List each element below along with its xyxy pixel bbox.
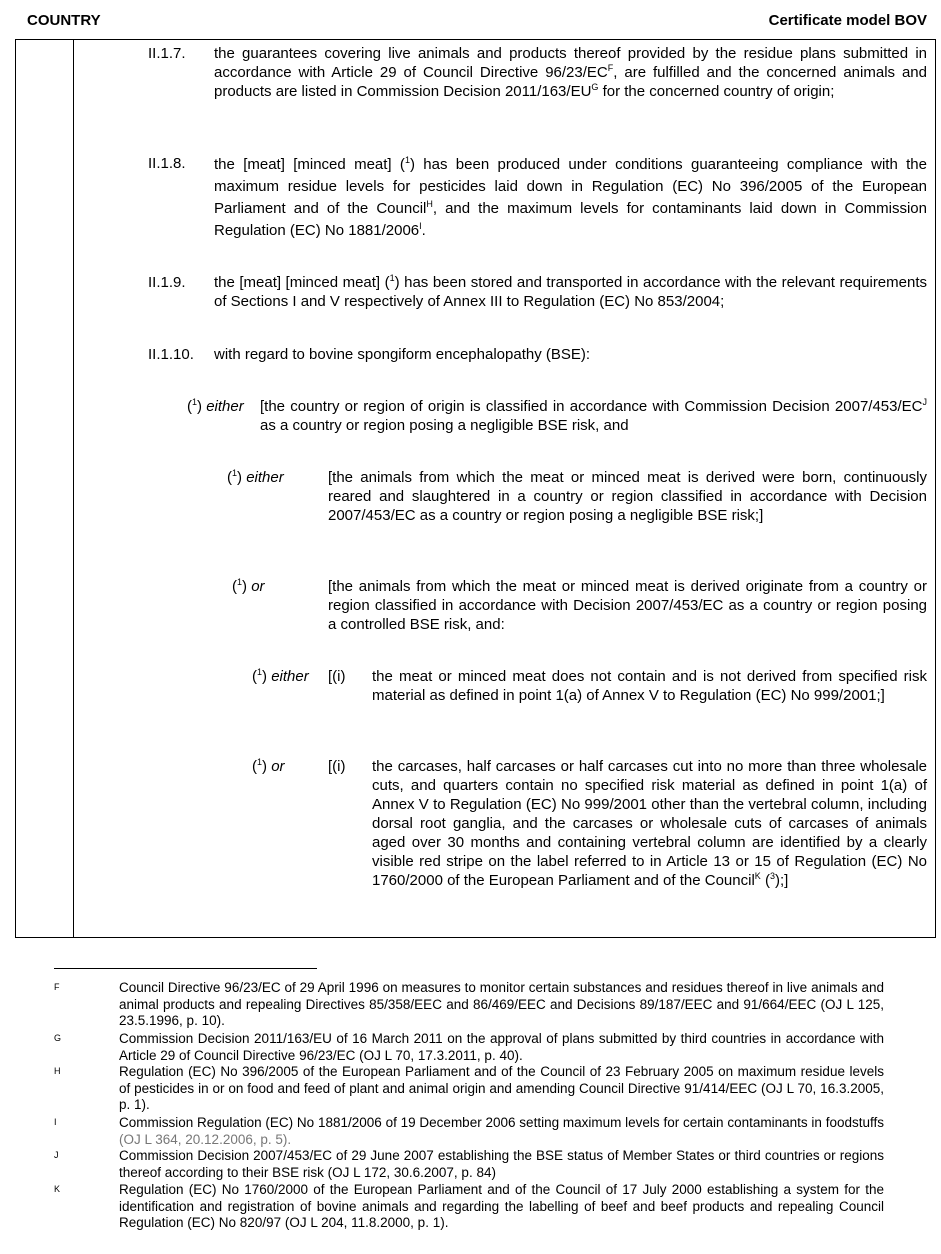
footnote-ref: I bbox=[419, 221, 422, 231]
item-srm-or-part: );] bbox=[774, 872, 789, 889]
footnote-oj-link[interactable]: (OJ L 364, 20.12.2006, p. 5). bbox=[119, 1131, 292, 1147]
option-text-controlled: [the animals from which the meat or minced meat is derived originate from a country or region classified in accordance with Decision 2007/453/EC as a country or region posing a controlled BSE risk, and: bbox=[328, 578, 927, 633]
option-text-negligible bbox=[260, 397, 927, 435]
item-bracket-srm-either: [(i) bbox=[328, 668, 346, 685]
footnote-text: Council Directive 96/23/EC of 29 April 1996 on measures to monitor certain substances and residues thereof in live animals and animal products and repealing Directives 85/358/EEC and 86/469/EEC and Decisions 89/187/EEC and 91/664/EEC (OJ L 125, 23.5.1996, p. 10). bbox=[119, 980, 884, 1028]
column-divider bbox=[73, 40, 74, 937]
clause-text-119 bbox=[214, 273, 927, 311]
paren: ) bbox=[262, 758, 272, 775]
option-text-negligible-either: [the animals from which the meat or minced meat is derived were born, continuously reared and slaughtered in a country or region classified in accordance with Decision 2007/453/EC as a country or region posing a negligible BSE risk;] bbox=[328, 469, 927, 524]
option-word: or bbox=[251, 578, 265, 595]
item-srm-or-part: ( bbox=[760, 872, 770, 889]
clause-text-117 bbox=[214, 44, 927, 101]
option-negligible-part: as a country or region posing a negligible BSE risk, and bbox=[260, 417, 629, 434]
note-ref: 1 bbox=[257, 757, 263, 767]
footnote-text: Commission Decision 2007/453/EC of 29 June 2007 establishing the BSE status of Member States or third countries or regions thereof according to their BSE risk (OJ L 172, 30.6.2007, p. 84) bbox=[119, 1148, 884, 1180]
footnote-ref: K bbox=[754, 871, 761, 881]
item-bracket-srm-or: [(i) bbox=[328, 758, 346, 775]
clause-117-part: the guarantees covering live animals and products thereof provided by the residue plans submitted in accordance with Article 29 of Council Directive 96/23/EC bbox=[214, 45, 927, 81]
clause-number-119: II.1.9. bbox=[148, 274, 186, 291]
clause-118-part: the [meat] [minced meat] ( bbox=[214, 156, 405, 173]
option-word: either bbox=[246, 469, 284, 486]
clause-118-part: . bbox=[421, 222, 426, 239]
paren: ) bbox=[242, 578, 252, 595]
paren: ( bbox=[232, 578, 237, 595]
paren: ( bbox=[252, 668, 257, 685]
note-ref: 3 bbox=[769, 871, 775, 881]
note-ref: 1 bbox=[192, 397, 198, 407]
footnote-mark: I bbox=[54, 1117, 57, 1127]
paren: ( bbox=[252, 758, 257, 775]
note-ref: 1 bbox=[404, 155, 410, 165]
option-label-controlled bbox=[232, 577, 265, 596]
header-certificate-model: Certificate model BOV bbox=[768, 12, 927, 29]
paren: ( bbox=[187, 398, 192, 415]
footnote-mark: F bbox=[54, 982, 60, 992]
note-ref: 1 bbox=[389, 273, 395, 283]
clause-number-117: II.1.7. bbox=[148, 45, 186, 62]
option-negligible-part: [the country or region of origin is classified in accordance with Commission Decision 2007/453/EC bbox=[260, 398, 923, 415]
option-word: either bbox=[206, 398, 244, 415]
clause-text-1110: with regard to bovine spongiform encephalopathy (BSE): bbox=[214, 346, 591, 363]
clause-119-part: the [meat] [minced meat] ( bbox=[214, 274, 390, 291]
footnote-mark: J bbox=[54, 1150, 59, 1160]
item-srm-or-part: the carcases, half carcases or half carcases cut into no more than three wholesale cuts, and quarters contain no specified risk material as defined in point 1(a) of Annex V to Regulation (EC) No 999/2001 other than the vertebral column, including dorsal root ganglia, and the carcases or wholesale cuts of carcases of animals aged over 30 months and containing vertebral column are identified by a clearly visible red stripe on the label referred to in Article 13 or 15 of Regulation (EC) No 1760/2000 of the European Parliament and of the Council bbox=[372, 758, 927, 889]
note-ref: 1 bbox=[232, 468, 238, 478]
item-text-srm-or bbox=[372, 757, 927, 890]
footnote-text bbox=[119, 1115, 884, 1148]
footnote-separator bbox=[54, 968, 317, 969]
paren: ( bbox=[227, 469, 232, 486]
option-label-srm-or bbox=[252, 757, 285, 776]
clause-117-part: for the concerned country of origin; bbox=[598, 83, 835, 100]
footnote-mark: K bbox=[54, 1184, 61, 1194]
paren: ) bbox=[237, 469, 247, 486]
clause-text-118 bbox=[214, 154, 927, 242]
footnote-text: Commission Decision 2011/163/EU of 16 March 2011 on the approval of plans submitted by third countries in accordance with Article 29 of Council Directive 96/23/EC (OJ L 70, 17.3.2011, p. 40). bbox=[119, 1031, 884, 1063]
option-label-srm-either bbox=[252, 667, 309, 686]
footnote-ref: J bbox=[922, 397, 927, 407]
option-label-negligible bbox=[187, 397, 244, 416]
option-word: either bbox=[271, 668, 309, 685]
clause-number-118: II.1.8. bbox=[148, 155, 186, 172]
option-word: or bbox=[271, 758, 285, 775]
clause-119-part: ) has been stored and transported in accordance with the relevant requirements of Sections I and V respectively of Annex III to Regulation (EC) No 853/2004; bbox=[214, 274, 928, 310]
paren: ) bbox=[197, 398, 207, 415]
paren: ) bbox=[262, 668, 272, 685]
footnote-ref: F bbox=[607, 63, 614, 73]
option-label-negligible-either bbox=[227, 468, 284, 487]
footnote-ref: H bbox=[426, 199, 433, 209]
footnote-ref: G bbox=[591, 82, 599, 92]
note-ref: 1 bbox=[257, 667, 263, 677]
clause-117-part: , are fulfilled and the concerned animals and products are listed in Commission Decision 2011/163/EU bbox=[214, 64, 927, 100]
clause-118-part: , and the maximum levels for contaminants laid down in Commission Regulation (EC) No 1881/2006 bbox=[214, 200, 927, 239]
footnote-mark: G bbox=[54, 1033, 62, 1043]
footnote-text-part: Commission Regulation (EC) No 1881/2006 of 19 December 2006 setting maximum levels for certain contaminants in foodstuffs bbox=[119, 1115, 884, 1130]
note-ref: 1 bbox=[237, 577, 243, 587]
item-text-srm-either: the meat or minced meat does not contain and is not derived from specified risk material as defined in point 1(a) of Annex V to Regulation (EC) No 999/2001;] bbox=[372, 668, 927, 704]
header-country: COUNTRY bbox=[27, 12, 101, 29]
clause-number-1110: II.1.10. bbox=[148, 346, 194, 363]
footnote-text: Regulation (EC) No 396/2005 of the European Parliament and of the Council of 23 February 2005 on maximum residue levels of pesticides in or on food and feed of plant and animal origin and amending Council Directive 91/414/EEC (OJ L 70, 16.3.2005, p. 1). bbox=[119, 1064, 884, 1112]
footnote-text: Regulation (EC) No 1760/2000 of the European Parliament and of the Council of 17 July 2000 establishing a system for the identification and registration of bovine animals and regarding the labelling of beef and beef products and repealing Council Regulation (EC) No 820/97 (OJ L 204, 11.8.2000, p. 1). bbox=[119, 1182, 884, 1230]
clause-118-part: ) has been produced under conditions guaranteeing compliance with the maximum residue levels for pesticides laid down in Regulation (EC) No 396/2005 of the European Parliament and of the Council bbox=[214, 156, 927, 217]
footnote-mark: H bbox=[54, 1066, 61, 1076]
